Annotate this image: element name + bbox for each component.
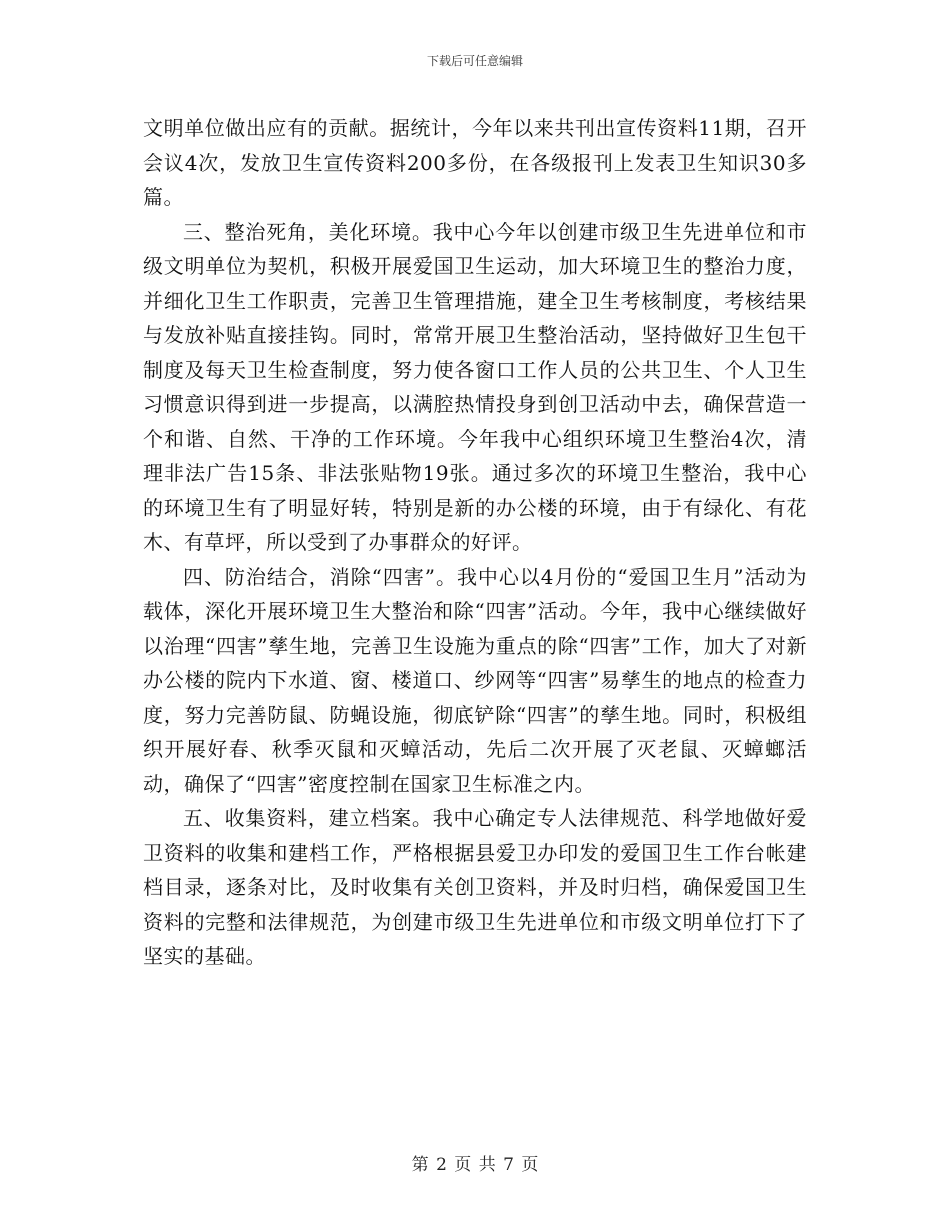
page-header: 下载后可任意编辑: [426, 54, 523, 68]
paragraph-continuation: 文明单位做出应有的贡献。据统计，今年以来共刊出宣传资料11期，召开会议4次，发放卫生宣传资料200多份，在各级报刊上发表卫生知识30多篇。: [143, 116, 807, 209]
page-number-footer: 第 2 页 共 7 页: [411, 1155, 539, 1175]
paragraph-section-5: 五、收集资料，建立档案。我中心确定专人法律规范、科学地做好爱卫资料的收集和建档工作，严格根据县爱卫办印发的爱国卫生工作台帐建档目录，逐条对比，及时收集有关创卫资料，并及时归档，确保爱国卫生资料的完整和法律规范，为创建市级卫生先进单位和市级文明单位打下了坚实的基础。: [143, 806, 807, 968]
document-body: [143, 111, 807, 974]
paragraph-section-4: 四、防治结合，消除“四害”。我中心以4月份的“爱国卫生月”活动为载体，深化开展环境卫生大整治和除“四害”活动。今年，我中心继续做好以治理“四害”孳生地，完善卫生设施为重点的除“四害”工作，加大了对新办公楼的院内下水道、窗、楼道口、纱网等“四害”易孳生的地点的检查力度，努力完善防鼠、防蝇设施，彻底铲除“四害”的孳生地。同时，积极组织开展好春、秋季灭鼠和灭蟑活动，先后二次开展了灭老鼠、灭蟑螂活动，确保了“四害”密度控制在国家卫生标准之内。: [143, 564, 807, 796]
paragraph-section-3: 三、整治死角，美化环境。我中心今年以创建市级卫生先进单位和市级文明单位为契机，积极开展爱国卫生运动，加大环境卫生的整治力度，并细化卫生工作职责，完善卫生管理措施，建全卫生考核制度，考核结果与发放补贴直接挂钩。同时，常常开展卫生整治活动，坚持做好卫生包干制度及每天卫生检查制度，努力使各窗口工作人员的公共卫生、个人卫生习惯意识得到进一步提高，以满腔热情投身到创卫活动中去，确保营造一个和谐、自然、干净的工作环境。今年我中心组织环境卫生整治4次，清理非法广告15条、非法张贴物19张。通过多次的环境卫生整治，我中心的环境卫生有了明显好转，特别是新的办公楼的环境，由于有绿化、有花木、有草坪，所以受到了办事群众的好评。: [143, 219, 807, 554]
